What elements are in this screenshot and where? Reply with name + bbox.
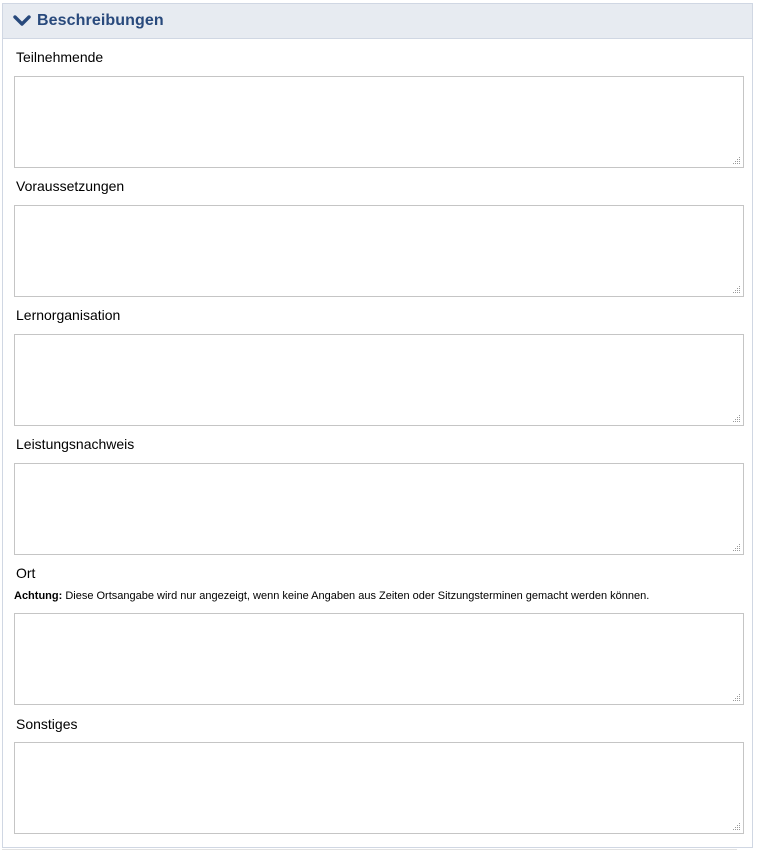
field-lernorganisation <box>14 334 744 426</box>
field-voraussetzungen <box>14 205 744 297</box>
resize-grip-icon[interactable] <box>732 285 741 294</box>
textarea-sonstiges[interactable] <box>14 742 744 834</box>
ort-hint-text: Diese Ortsangabe wird nur angezeigt, wenn keine Angaben aus Zeiten oder Sitzungsterminen gemacht werden können. <box>62 590 650 602</box>
ort-hint-bold: Achtung: <box>14 590 63 602</box>
resize-grip-icon[interactable] <box>732 156 741 165</box>
field-label-lernorganisation: Lernorganisation <box>16 307 121 323</box>
field-label-teilnehmende: Teilnehmende <box>16 49 104 65</box>
textarea-voraussetzungen[interactable] <box>14 205 744 297</box>
textarea-lernorganisation[interactable] <box>14 334 744 426</box>
field-label-voraussetzungen: Voraussetzungen <box>16 178 125 194</box>
field-leistungsnachweis <box>14 463 744 555</box>
textarea-teilnehmende[interactable] <box>14 76 744 168</box>
resize-grip-icon[interactable] <box>732 693 741 702</box>
resize-grip-icon[interactable] <box>732 822 741 831</box>
field-label-leistungsnachweis: Leistungsnachweis <box>16 436 135 452</box>
chevron-down-icon <box>13 14 31 28</box>
field-sonstiges <box>14 742 744 834</box>
textarea-leistungsnachweis[interactable] <box>14 463 744 555</box>
field-ort <box>14 613 744 705</box>
ort-hint <box>14 589 649 603</box>
bottom-divider <box>2 849 737 850</box>
resize-grip-icon[interactable] <box>732 414 741 423</box>
resize-grip-icon[interactable] <box>732 543 741 552</box>
field-teilnehmende <box>14 76 744 168</box>
descriptions-panel <box>2 3 753 848</box>
section-title: Beschreibungen <box>37 12 164 29</box>
textarea-ort[interactable] <box>14 613 744 705</box>
field-label-sonstiges: Sonstiges <box>16 716 78 732</box>
field-label-ort: Ort <box>16 565 36 581</box>
section-header[interactable] <box>3 4 752 39</box>
